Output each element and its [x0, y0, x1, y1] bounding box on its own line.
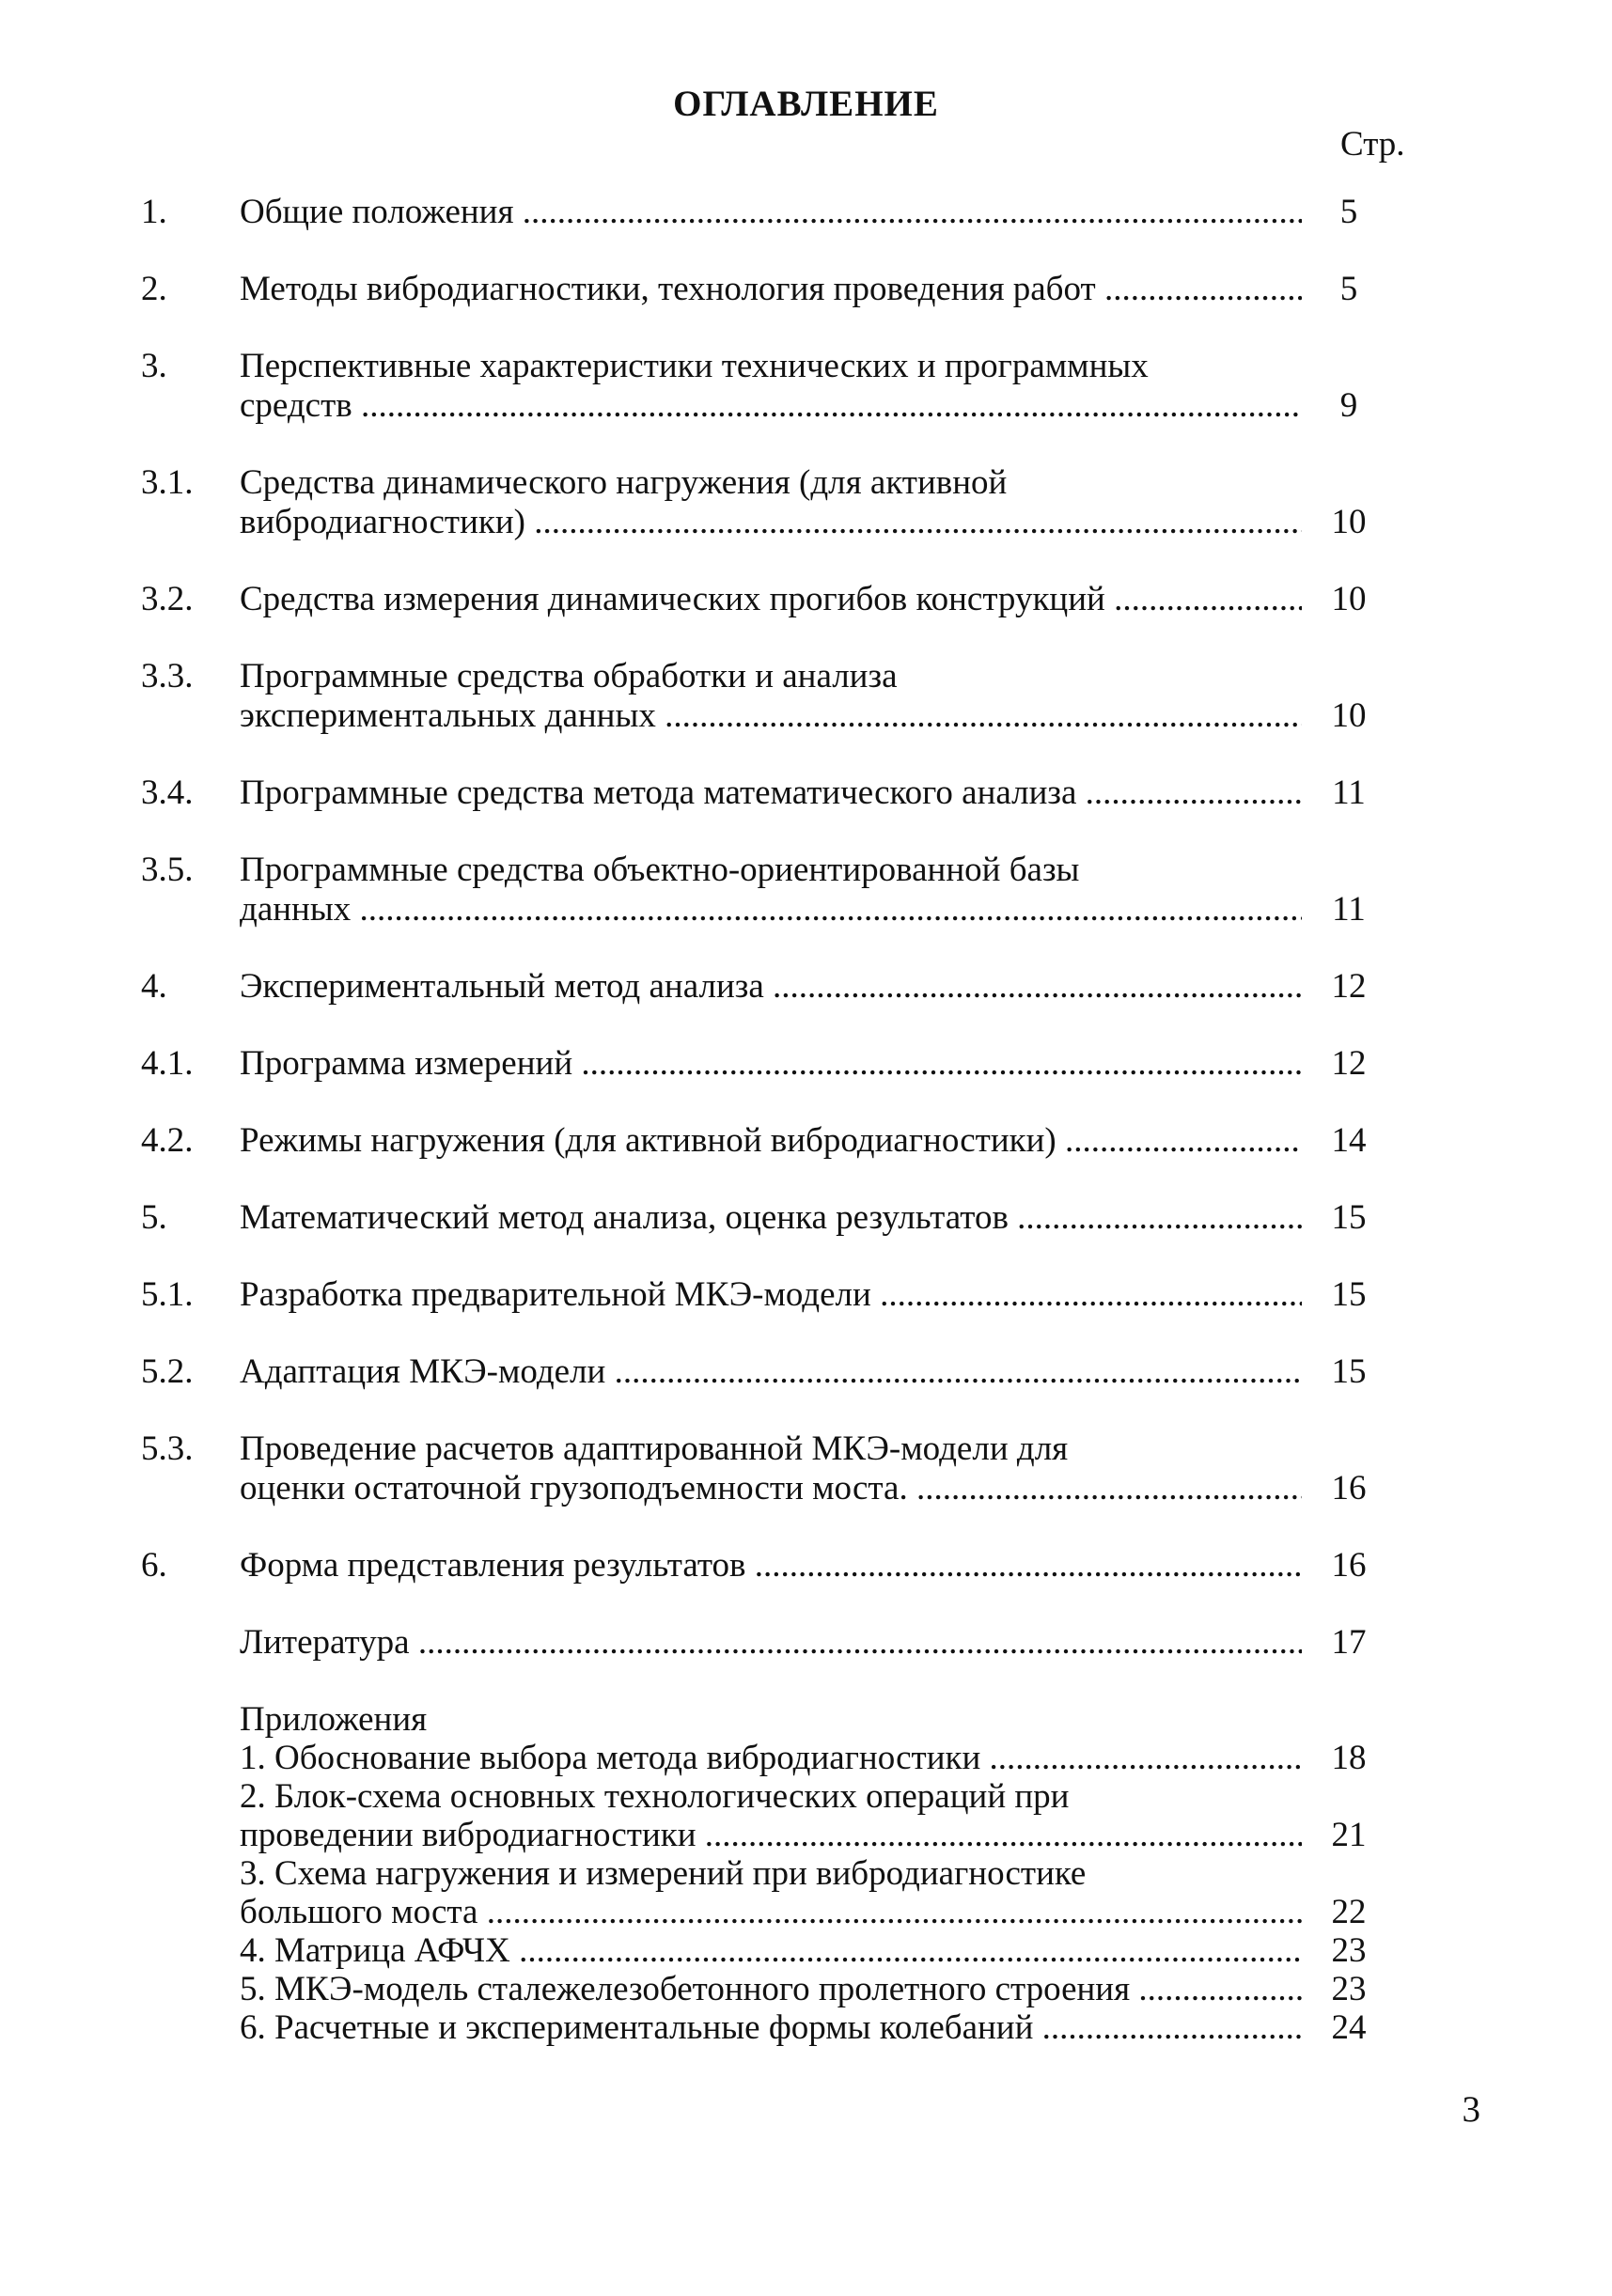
- toc-entry: [0, 657, 1612, 736]
- toc-entry-line: Перспективные характеристики технических и программных: [240, 347, 1149, 385]
- toc-entry-line: оценки остаточной грузоподъемности моста. .....: [240, 1469, 1302, 1508]
- toc-entry: [0, 1623, 1612, 1663]
- toc-entry-page: 10: [1331, 696, 1367, 735]
- toc-entry-text: [240, 773, 1302, 813]
- toc-entry-line: Разработка предварительной МКЭ-модели .....: [240, 1275, 1302, 1315]
- appendix-item-text: [240, 1931, 1302, 1970]
- appendix-item-line: проведении вибродиагностики .....: [240, 1816, 1302, 1854]
- toc-entry-number: 3.: [141, 347, 167, 385]
- toc-title: ОГЛАВЛЕНИЕ: [673, 84, 939, 124]
- appendix-item: [0, 1931, 1612, 1970]
- toc-entry-text: [240, 463, 1302, 542]
- toc-entry-page: 12: [1331, 967, 1367, 1006]
- toc-entry-number: 3.2.: [141, 580, 194, 618]
- appendix-item-text: [240, 1739, 1302, 1777]
- toc-entry-page: 9: [1339, 386, 1358, 425]
- toc-entry-page: 5: [1339, 193, 1358, 231]
- appendix-item-page: 22: [1331, 1893, 1367, 1931]
- toc-entry-page: 14: [1331, 1121, 1367, 1160]
- toc-entry-line: Программные средства метода математического анализа .....: [240, 773, 1302, 813]
- appendix-item: [0, 1854, 1612, 1931]
- appendix-heading: Приложения: [240, 1700, 428, 1739]
- appendix-item-page: 24: [1331, 2008, 1367, 2047]
- toc-entry-line: Методы вибродиагностики, технология проведения работ .....: [240, 270, 1302, 309]
- toc-entry: [0, 967, 1612, 1007]
- toc-entry-number: 4.: [141, 967, 167, 1006]
- toc-entry: [0, 851, 1612, 929]
- toc-entry-page: 16: [1331, 1469, 1367, 1507]
- toc-entry-text: [240, 851, 1302, 929]
- toc-entry-number: 3.5.: [141, 851, 194, 889]
- appendix-item-line: 5. МКЭ-модель сталежелезобетонного пролетного строения .....: [240, 1970, 1302, 2008]
- toc-entry-line: Программа измерений .....: [240, 1044, 1302, 1084]
- toc-entry-text: [240, 1121, 1302, 1161]
- appendix-item: [0, 1970, 1612, 2008]
- toc-entry-line: Средства динамического нагружения (для активной: [240, 463, 1008, 502]
- toc-entry: [0, 1198, 1612, 1238]
- toc-entry-page: 11: [1332, 773, 1366, 812]
- appendix-item-line: 2. Блок-схема основных технологических операций при: [240, 1777, 1070, 1816]
- appendix-item-text: [240, 1777, 1302, 1854]
- table-of-contents: [0, 193, 1612, 2047]
- toc-entry-line: Математический метод анализа, оценка результатов .....: [240, 1198, 1302, 1238]
- toc-entry-line: Программные средства объектно-ориентированной базы: [240, 851, 1080, 889]
- toc-entry-number: 3.4.: [141, 773, 194, 812]
- toc-entry-line: данных .....: [240, 890, 1302, 929]
- toc-entry-text: [240, 657, 1302, 736]
- appendix-item-line: большого моста .....: [240, 1893, 1302, 1931]
- toc-entry-number: 4.1.: [141, 1044, 194, 1083]
- toc-entry-text: [240, 1198, 1302, 1238]
- toc-entry-text: [240, 347, 1302, 426]
- toc-entry: [0, 1429, 1612, 1508]
- toc-entry-number: 3.3.: [141, 657, 194, 695]
- toc-entry-number: 5.3.: [141, 1429, 194, 1468]
- toc-entry-text: [240, 1352, 1302, 1392]
- toc-entry-line: Литература .....: [240, 1623, 1302, 1663]
- appendix-item-page: 18: [1331, 1739, 1367, 1777]
- toc-entry-page: 15: [1331, 1352, 1367, 1391]
- appendix-item-line: 4. Матрица АФЧХ .....: [240, 1931, 1302, 1970]
- toc-entry-page: 15: [1331, 1198, 1367, 1237]
- toc-entry-line: Форма представления результатов .....: [240, 1546, 1302, 1585]
- toc-entry-number: 1.: [141, 193, 167, 231]
- toc-entry-number: 5.2.: [141, 1352, 194, 1391]
- toc-entry-text: [240, 1044, 1302, 1084]
- toc-entry-line: Средства измерения динамических прогибов конструкций .....: [240, 580, 1302, 619]
- toc-entry: [0, 270, 1612, 309]
- toc-entry-number: 5.1.: [141, 1275, 194, 1314]
- toc-entry-text: [240, 193, 1302, 232]
- toc-entry-text: [240, 967, 1302, 1007]
- page-column-label: Стр.: [1340, 125, 1405, 164]
- toc-entry-line: Экспериментальный метод анализа .....: [240, 967, 1302, 1007]
- toc-entry-page: 17: [1331, 1623, 1367, 1662]
- toc-entries: [0, 193, 1612, 1663]
- toc-entry-number: 2.: [141, 270, 167, 308]
- appendix-item: [0, 1777, 1612, 1854]
- toc-entry-line: Режимы нагружения (для активной вибродиагностики) .....: [240, 1121, 1302, 1161]
- toc-entry-number: 6.: [141, 1546, 167, 1585]
- toc-entry-text: [240, 580, 1302, 619]
- toc-entry: [0, 773, 1612, 813]
- appendix-item-line: 1. Обоснование выбора метода вибродиагностики .....: [240, 1739, 1302, 1777]
- toc-entry: [0, 463, 1612, 542]
- toc-entry-line: вибродиагностики) .....: [240, 503, 1302, 542]
- toc-entry: [0, 1546, 1612, 1585]
- toc-entry-page: 12: [1331, 1044, 1367, 1083]
- appendix-item-line: 3. Схема нагружения и измерений при вибродиагностике: [240, 1854, 1087, 1893]
- toc-entry-page: 10: [1331, 580, 1367, 618]
- toc-entry-number: 3.1.: [141, 463, 194, 502]
- page-number: 3: [1462, 2089, 1480, 2130]
- toc-entry-text: [240, 1546, 1302, 1585]
- toc-entry-text: [240, 1429, 1302, 1508]
- toc-entry-text: [240, 270, 1302, 309]
- toc-entry: [0, 193, 1612, 232]
- toc-entry: [0, 1352, 1612, 1392]
- appendix-item-page: 23: [1331, 1931, 1367, 1970]
- toc-entry-line: Проведение расчетов адаптированной МКЭ-модели для: [240, 1429, 1069, 1468]
- toc-entry-page: 15: [1331, 1275, 1367, 1314]
- toc-entry: [0, 1275, 1612, 1315]
- appendix-item: [0, 2008, 1612, 2047]
- appendix-item-page: 21: [1331, 1816, 1367, 1854]
- toc-entry-page: 16: [1331, 1546, 1367, 1585]
- toc-entry: [0, 580, 1612, 619]
- appendix-items: [0, 1739, 1612, 2047]
- toc-entry-text: [240, 1623, 1302, 1663]
- toc-entry-page: 10: [1331, 503, 1367, 541]
- toc-entry-text: [240, 1275, 1302, 1315]
- appendix-section: [0, 1700, 1612, 2047]
- toc-entry: [0, 1121, 1612, 1161]
- appendix-item-text: [240, 1854, 1302, 1931]
- toc-entry-line: Программные средства обработки и анализа: [240, 657, 898, 695]
- toc-entry-page: 5: [1339, 270, 1358, 308]
- toc-entry: [0, 347, 1612, 426]
- toc-entry-number: 5.: [141, 1198, 167, 1237]
- toc-entry-number: 4.2.: [141, 1121, 194, 1160]
- toc-entry-line: средств .....: [240, 386, 1302, 426]
- toc-entry: [0, 1044, 1612, 1084]
- toc-entry-line: экспериментальных данных .....: [240, 696, 1302, 736]
- appendix-item-page: 23: [1331, 1970, 1367, 2008]
- appendix-item: [0, 1739, 1612, 1777]
- appendix-item-text: [240, 2008, 1302, 2047]
- toc-entry-line: Адаптация МКЭ-модели .....: [240, 1352, 1302, 1392]
- toc-entry-page: 11: [1332, 890, 1366, 929]
- appendix-item-text: [240, 1970, 1302, 2008]
- toc-entry-line: Общие положения .....: [240, 193, 1302, 232]
- appendix-item-line: 6. Расчетные и экспериментальные формы колебаний .....: [240, 2008, 1302, 2047]
